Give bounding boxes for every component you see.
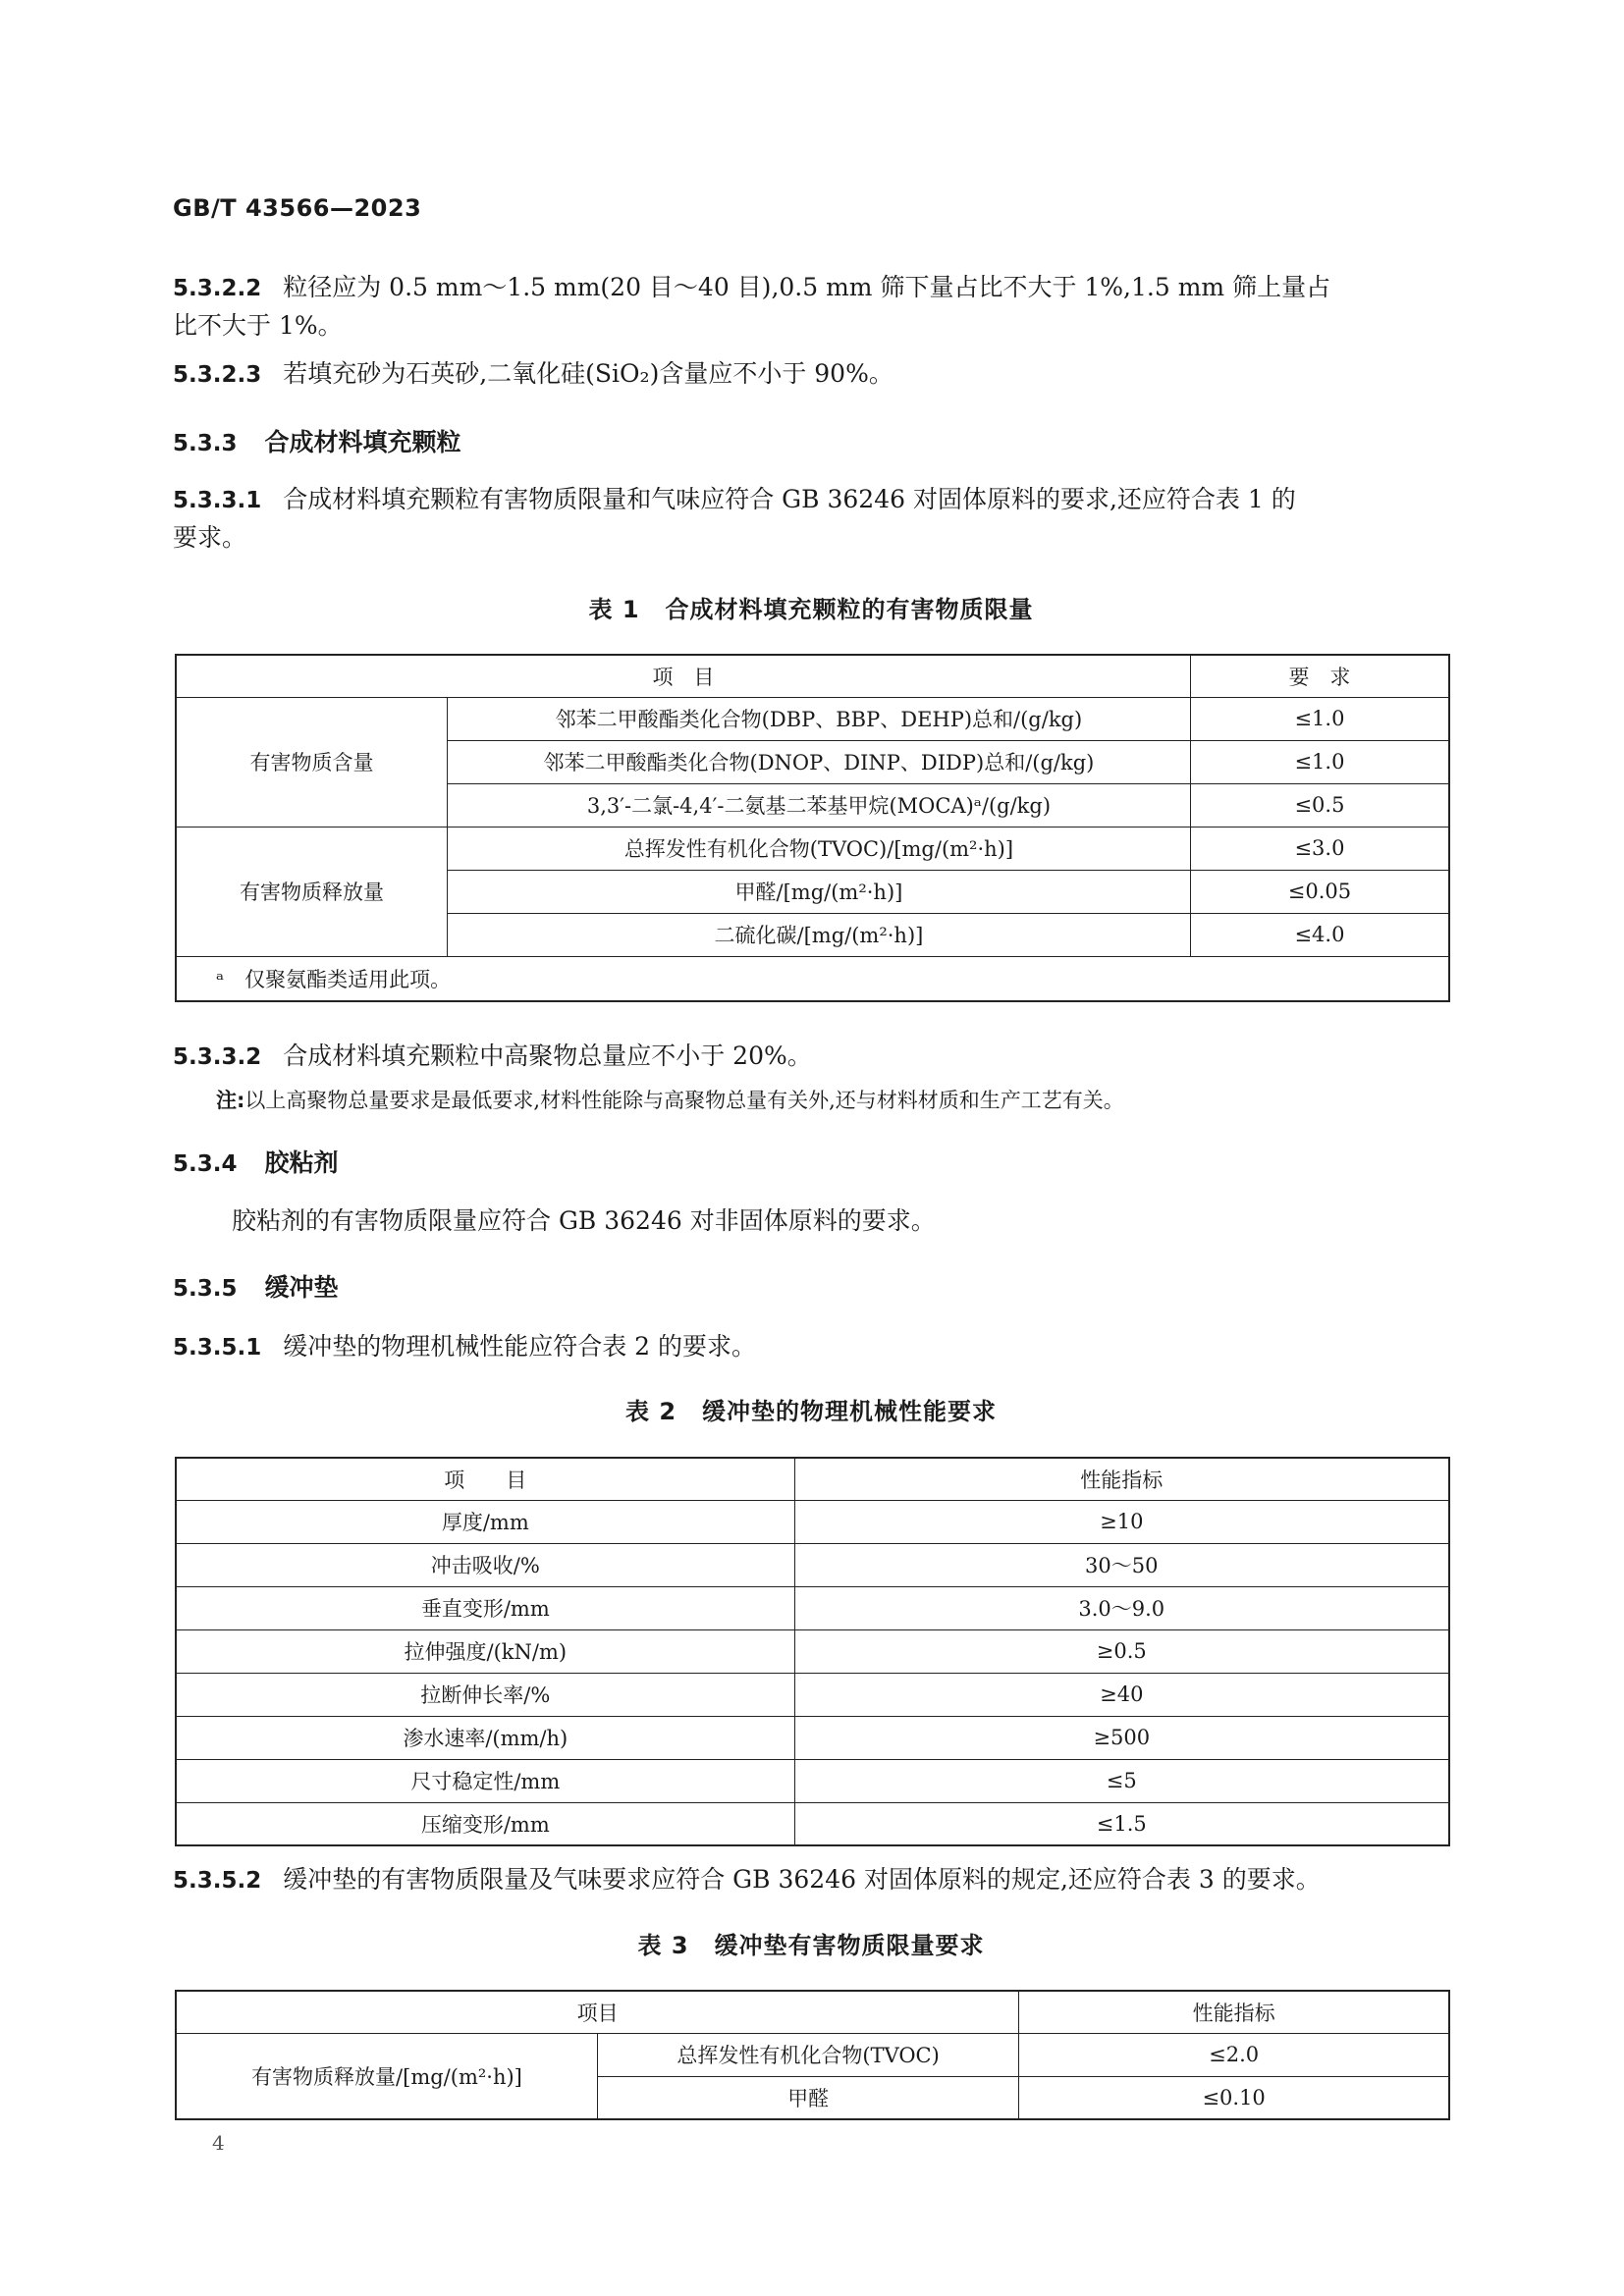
table2-row-req: 30～50 <box>794 1543 1449 1586</box>
note-text: 以上高聚物总量要求是最低要求,材料性能除与高聚物总量有关外,还与材料材质和生产工艺有关。 <box>244 1089 1124 1112</box>
table3-row-item: 甲醛 <box>597 2076 1018 2119</box>
table1-row-req: ≤3.0 <box>1190 827 1449 870</box>
clause-5-3-3-2 <box>173 1038 1449 1076</box>
table1-caption-text: 合成材料填充颗粒的有害物质限量 <box>665 596 1034 623</box>
table1-header-req: 要 求 <box>1190 655 1449 697</box>
table2-caption <box>173 1392 1449 1426</box>
clause-number: 5.3.2.2 <box>173 276 262 301</box>
table1-row-item: 邻苯二甲酸酯类化合物(DBP、BBP、DEHP)总和/(g/kg) <box>447 697 1190 740</box>
table1-row-item: 甲醛/[mg/(m²·h)] <box>447 870 1190 913</box>
section-title: 胶粘剂 <box>264 1148 339 1177</box>
section-number: 5.3.3 <box>173 431 238 456</box>
table1-row-req: ≤0.05 <box>1190 870 1449 913</box>
clause-number: 5.3.5.2 <box>173 1868 262 1894</box>
table2-row-item: 厚度/mm <box>176 1500 794 1543</box>
table2-row-item: 拉断伸长率/% <box>176 1673 794 1716</box>
clause-5-3-5-1 <box>173 1328 1449 1366</box>
table2-row-req: ≤1.5 <box>794 1802 1449 1845</box>
note <box>216 1085 1124 1114</box>
clause-5-3-2-3 <box>173 355 1449 394</box>
clause-text: 合成材料填充颗粒中高聚物总量应不小于 20%。 <box>283 1041 812 1070</box>
table1-row-req: ≤4.0 <box>1190 913 1449 956</box>
section-title: 缓冲垫 <box>264 1273 339 1302</box>
clause-number: 5.3.3.1 <box>173 488 262 513</box>
table1-row-item: 二硫化碳/[mg/(m²·h)] <box>447 913 1190 956</box>
section-number: 5.3.5 <box>173 1276 238 1302</box>
table2-row-req: ≥500 <box>794 1716 1449 1759</box>
table2-header-req: 性能指标 <box>794 1458 1449 1500</box>
table2-row-item: 压缩变形/mm <box>176 1802 794 1845</box>
page-number: 4 <box>212 2131 225 2155</box>
table2-header-item: 项 目 <box>176 1458 794 1500</box>
clause-number: 5.3.5.1 <box>173 1335 262 1361</box>
table2-row-item: 垂直变形/mm <box>176 1586 794 1629</box>
table2-row-req: ≥40 <box>794 1673 1449 1716</box>
table1-row-req: ≤0.5 <box>1190 783 1449 827</box>
clause-text: 缓冲垫的有害物质限量及气味要求应符合 GB 36246 对固体原料的规定,还应符合表 3 的要求。 <box>283 1865 1321 1894</box>
section-5-3-5 <box>173 1268 339 1304</box>
table3-caption-text: 缓冲垫有害物质限量要求 <box>714 1932 985 1959</box>
section-5-3-4 <box>173 1144 339 1179</box>
paragraph-5-3-4: 胶粘剂的有害物质限量应符合 GB 36246 对非固体原料的要求。 <box>232 1206 936 1235</box>
document-id: GB/T 43566—2023 <box>173 194 422 222</box>
clause-text-line1: 粒径应为 0.5 mm～1.5 mm(20 目～40 目),0.5 mm 筛下量占比不大于 1%,1.5 mm 筛上量占 <box>283 273 1331 301</box>
table1-row-req: ≤1.0 <box>1190 740 1449 783</box>
table1-caption-number: 表 1 <box>588 596 640 623</box>
clause-number: 5.3.3.2 <box>173 1044 262 1070</box>
table1-group-name: 有害物质含量 <box>176 697 447 827</box>
clause-text-line2: 比不大于 1%。 <box>173 311 343 340</box>
clause-text-line1: 合成材料填充颗粒有害物质限量和气味应符合 GB 36246 对固体原料的要求,还应符合表 1 的 <box>283 485 1296 513</box>
note-label: 注: <box>216 1089 245 1112</box>
clause-5-3-2-2 <box>173 269 1449 345</box>
clause-5-3-3-1 <box>173 481 1449 557</box>
table2-row-req: 3.0～9.0 <box>794 1586 1449 1629</box>
table1-row-item: 总挥发性有机化合物(TVOC)/[mg/(m²·h)] <box>447 827 1190 870</box>
table3-row-req: ≤0.10 <box>1019 2076 1449 2119</box>
clause-text-line2: 要求。 <box>173 523 247 552</box>
table2-row-item: 尺寸稳定性/mm <box>176 1759 794 1802</box>
clause-5-3-5-2 <box>173 1861 1449 1899</box>
table2-caption-text: 缓冲垫的物理机械性能要求 <box>702 1398 998 1425</box>
section-number: 5.3.4 <box>173 1151 238 1177</box>
table1-row-item: 3,3′-二氯-4,4′-二氨基二苯基甲烷(MOCA)ᵃ/(g/kg) <box>447 783 1190 827</box>
table3-row-req: ≤2.0 <box>1019 2033 1449 2076</box>
table3-header-req: 性能指标 <box>1019 1991 1449 2033</box>
section-5-3-3 <box>173 423 461 458</box>
table1-row-req: ≤1.0 <box>1190 697 1449 740</box>
table1 <box>175 654 1450 1002</box>
table3-header-item: 项目 <box>176 1991 1019 2033</box>
clause-number: 5.3.2.3 <box>173 362 262 388</box>
table2-row-item: 冲击吸收/% <box>176 1543 794 1586</box>
table2-row-item: 渗水速率/(mm/h) <box>176 1716 794 1759</box>
table2-row-req: ≥10 <box>794 1500 1449 1543</box>
table1-caption <box>173 590 1449 624</box>
table1-group-name: 有害物质释放量 <box>176 827 447 956</box>
table2-caption-number: 表 2 <box>624 1398 677 1425</box>
table1-footnote: ᵃ 仅聚氨酯类适用此项。 <box>176 956 1449 1001</box>
table3-caption <box>173 1926 1449 1960</box>
table3-caption-number: 表 3 <box>637 1932 689 1959</box>
table2-row-req: ≤5 <box>794 1759 1449 1802</box>
table2-row-item: 拉伸强度/(kN/m) <box>176 1629 794 1673</box>
table2 <box>175 1457 1450 1846</box>
table3-group-name: 有害物质释放量/[mg/(m²·h)] <box>176 2033 597 2119</box>
table1-header-item: 项 目 <box>176 655 1190 697</box>
table1-row-item: 邻苯二甲酸酯类化合物(DNOP、DINP、DIDP)总和/(g/kg) <box>447 740 1190 783</box>
table2-row-req: ≥0.5 <box>794 1629 1449 1673</box>
table3-row-item: 总挥发性有机化合物(TVOC) <box>597 2033 1018 2076</box>
clause-text: 缓冲垫的物理机械性能应符合表 2 的要求。 <box>283 1332 757 1361</box>
section-title: 合成材料填充颗粒 <box>264 428 461 456</box>
clause-text: 若填充砂为石英砂,二氧化硅(SiO₂)含量应不小于 90%。 <box>283 359 893 388</box>
table3 <box>175 1990 1450 2120</box>
